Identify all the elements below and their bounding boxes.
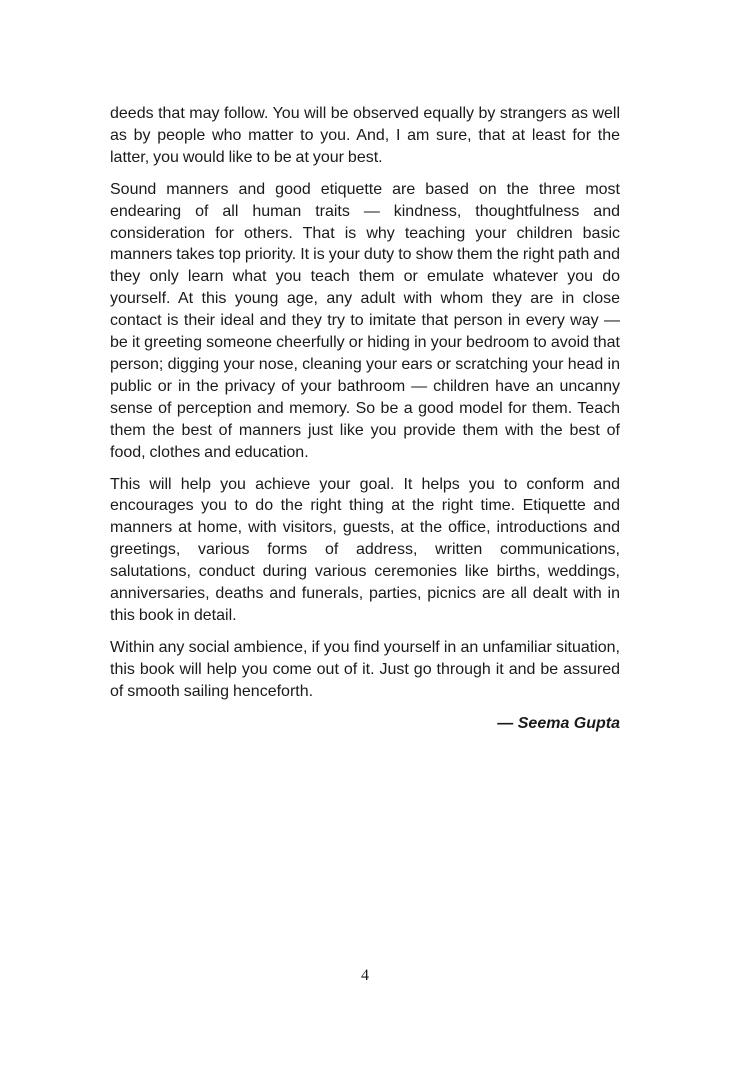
author-signature: — Seema Gupta [497,714,620,732]
paragraph-4: Within any social ambience, if you find yourself in an unfamiliar situation, this book will help you come out of it. Just go through it and be assured of smooth sailing henceforth. [110,638,620,700]
paragraph-3: This will help you achieve your goal. It helps you to conform and encourages you to do the right thing at the right time. Etiquette and manners at home, with visitors, guests, at the office, introductions and greetings, various forms of address, written communications, salutations, conduct during various ceremonies like births, weddings, anniversaries, deaths and funerals, parties, picnics are all dealt with in this book in detail. [110,475,620,624]
paragraph-1: deeds that may follow. You will be observed equally by strangers as well as by people who matter to you. And, I am sure, that at least for the latter, you would like to be at your best. [110,105,620,166]
paragraph-2: Sound manners and good etiquette are based on the three most endearing of all human traits — kindness, thoughtfulness and consideration for others. That is why teaching your children basic manners takes top priority. It is your duty to show them the right path and they only learn what you teach them or emulate whatever you do yourself. At this young age, any adult with whom they are in close contact is their ideal and they try to imitate that person in every way — be it greeting someone cheerfully or hiding in your bedroom to avoid that person; digging your nose, cleaning your ears or scratching your head in public or in the privacy of your bathroom — children have an uncanny sense of perception and memory. So be a good model for them. Teach them the best of manners just like you provide them with the best of food, clothes and education. [110,180,620,461]
page-body [110,103,620,735]
page-number: 4 [361,967,369,984]
